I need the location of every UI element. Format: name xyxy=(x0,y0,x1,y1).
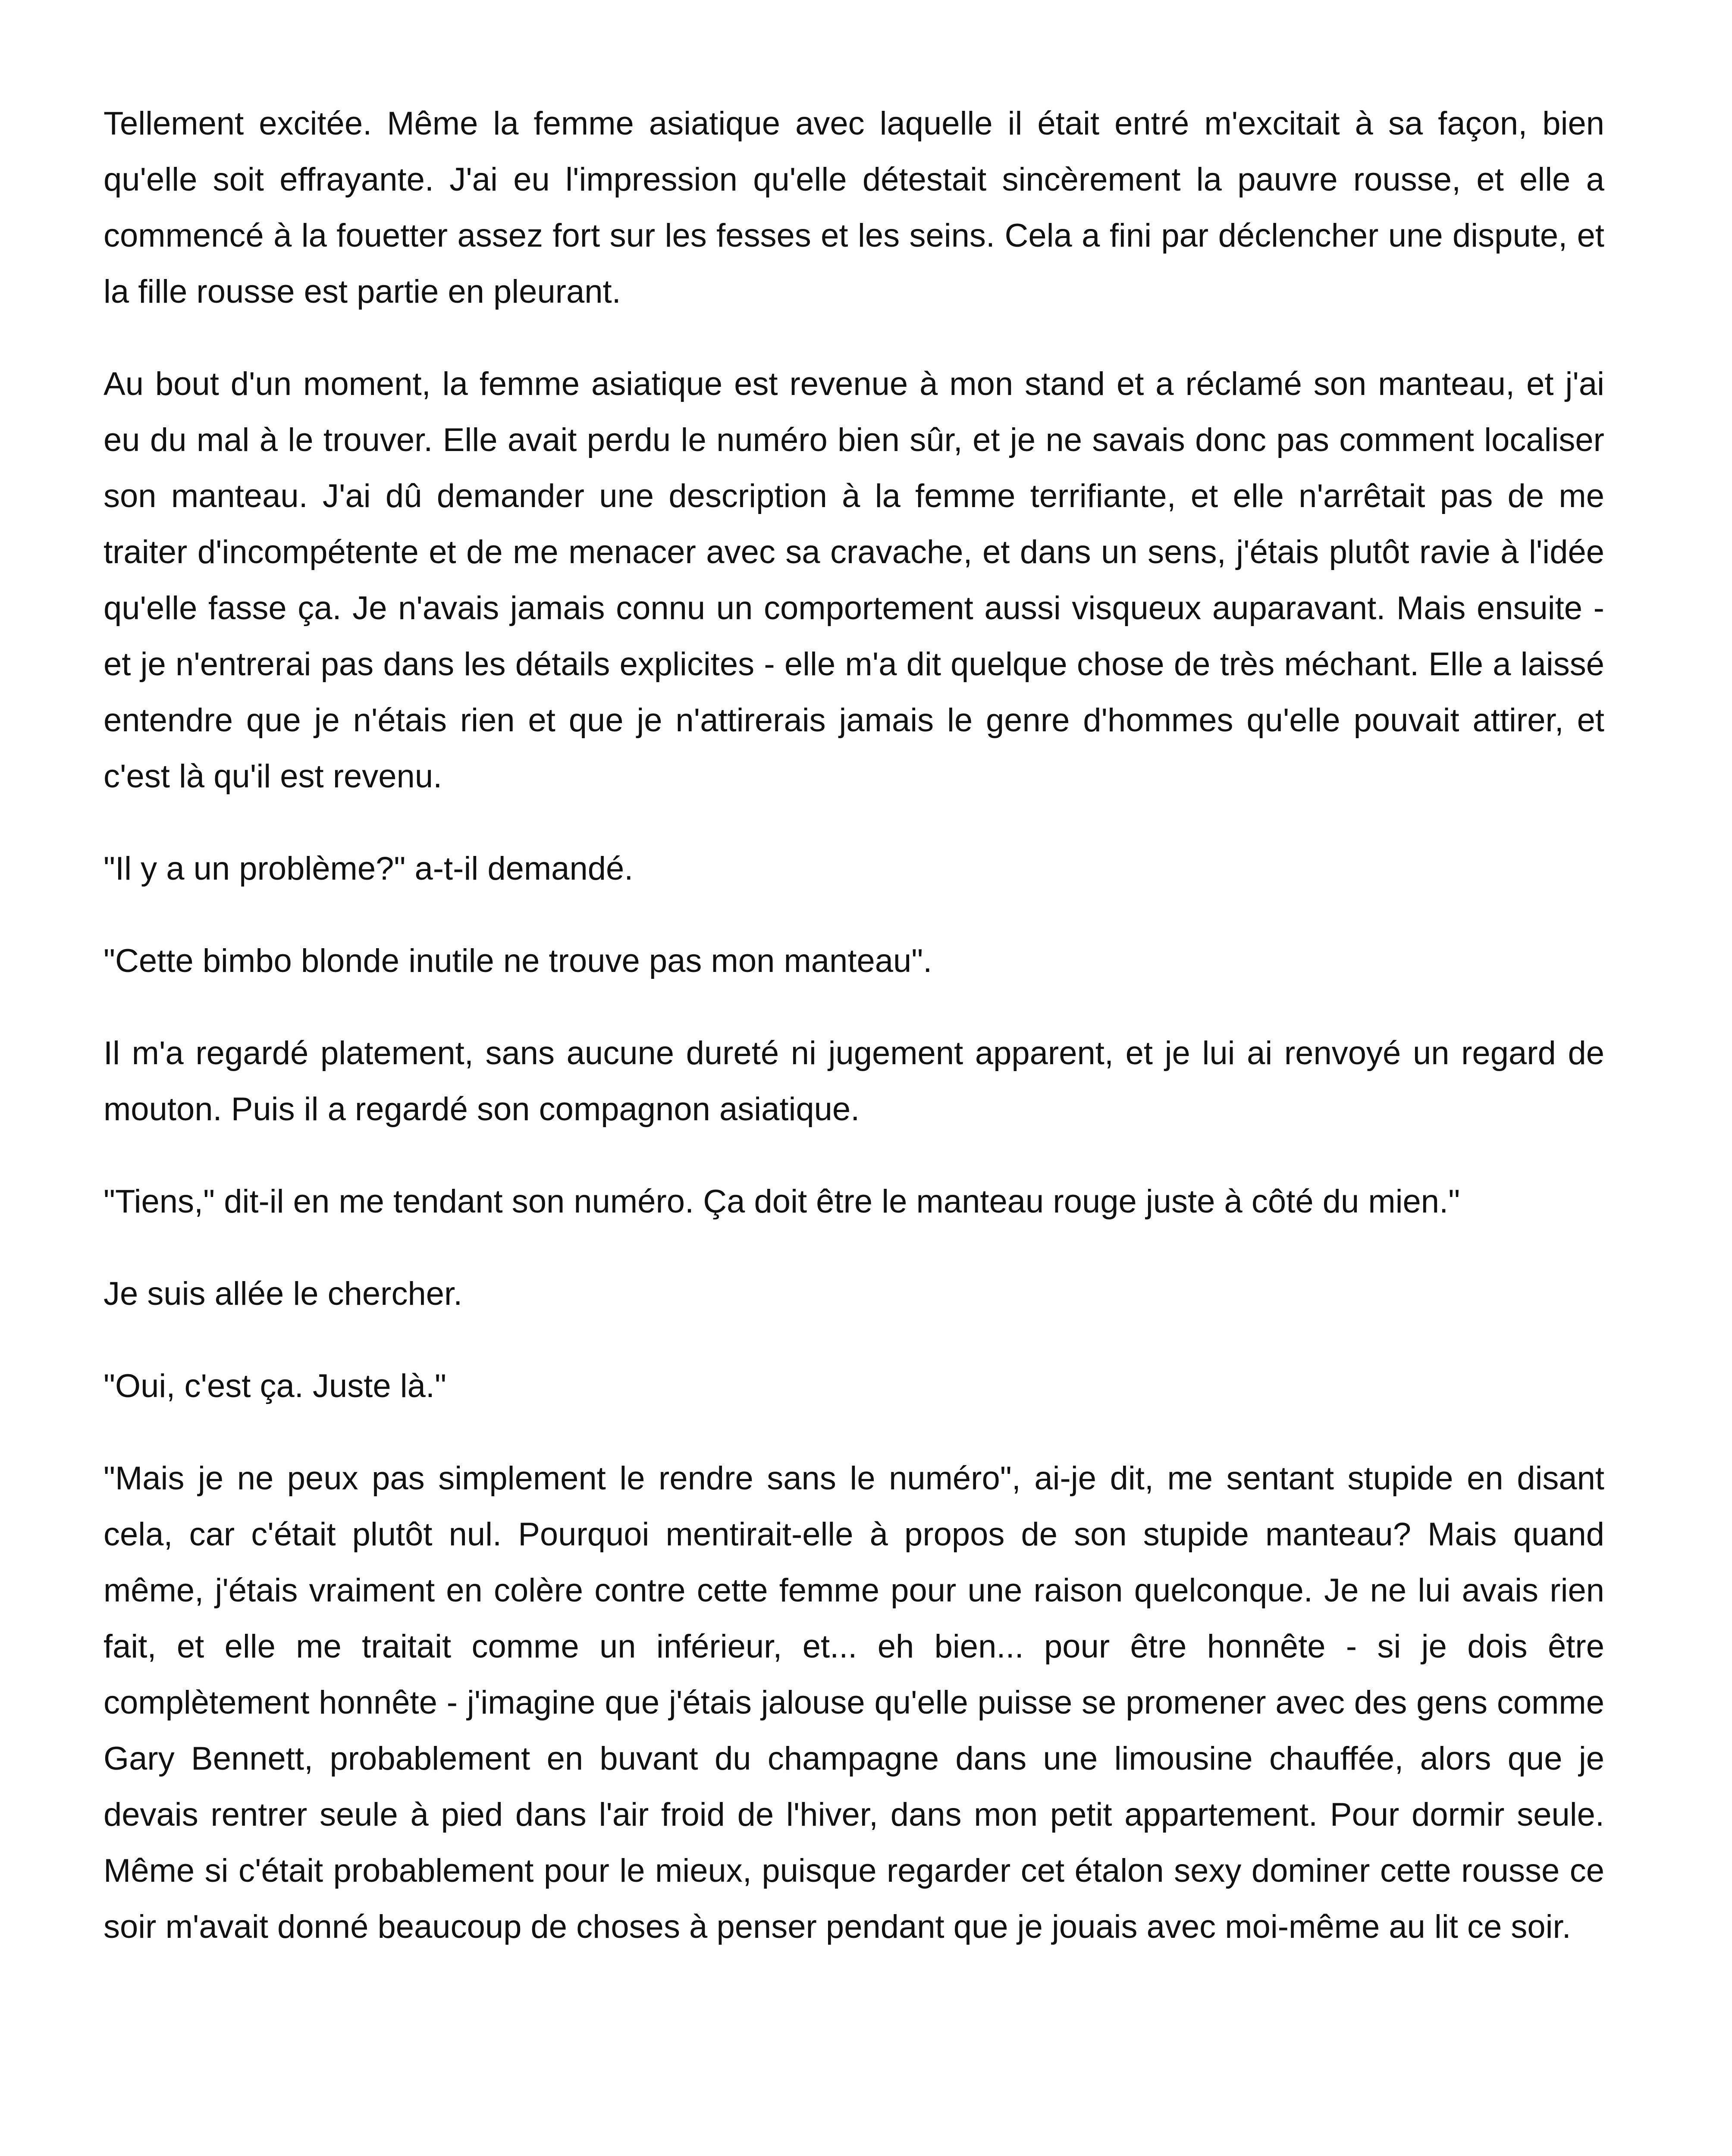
paragraph-3: "Il y a un problème?" a-t-il demandé. xyxy=(104,850,634,887)
paragraph-2: Au bout d'un moment, la femme asiatique est revenue à mon stand et a réclamé son manteau, et j'ai eu du mal à le trouver. Elle avait perdu le numéro bien sûr, et je ne savais donc pas comment localiser son manteau. J'ai dû demander une description à la femme terrifiante, et elle n'arrêtait pas de me traiter d'incompétente et de me menacer avec sa cravache, et dans un sens, j'étais plutôt ravie à l'idée qu'elle fasse ça. Je n'avais jamais connu un comportement aussi visqueux auparavant. Mais ensuite - et je n'entrerai pas dans les détails explicites - elle m'a dit quelque chose de très méchant. Elle a laissé entendre que je n'étais rien et que je n'attirerais jamais le genre d'hommes qu'elle pouvait attirer, et c'est là qu'il est revenu. xyxy=(104,366,1604,795)
paragraph-4: "Cette bimbo blonde inutile ne trouve pas mon manteau". xyxy=(104,943,932,979)
paragraph-9: "Mais je ne peux pas simplement le rendre sans le numéro", ai-je dit, me sentant stupide en disant cela, car c'était plutôt nul. Pourquoi mentirait-elle à propos de son stupide manteau? Mais quand même, j'étais vraiment en colère contre cette femme pour une raison quelconque. Je ne lui avais rien fait, et elle me traitait comme un inférieur, et... eh bien... pour être honnête - si je dois être complètement honnête - j'imagine que j'étais jalouse qu'elle puisse se promener avec des gens comme Gary Bennett, probablement en buvant du champagne dans une limousine chauffée, alors que je devais rentrer seule à pied dans l'air froid de l'hiver, dans mon petit appartement. Pour dormir seule. Même si c'était probablement pour le mieux, puisque regarder cet étalon sexy dominer cette rousse ce soir m'avait donné beaucoup de choses à penser pendant que je jouais avec moi-même au lit ce soir. xyxy=(104,1460,1604,1945)
body-text xyxy=(104,96,1604,1955)
paragraph-7: Je suis allée le chercher. xyxy=(104,1275,463,1312)
paragraph-8: "Oui, c'est ça. Juste là." xyxy=(104,1368,446,1404)
paragraph-6: "Tiens," dit-il en me tendant son numéro. Ça doit être le manteau rouge juste à côté du mien." xyxy=(104,1183,1460,1220)
paragraph-5: Il m'a regardé platement, sans aucune dureté ni jugement apparent, et je lui ai renvoyé un regard de mouton. Puis il a regardé son compagnon asiatique. xyxy=(104,1035,1604,1128)
paragraph-1: Tellement excitée. Même la femme asiatique avec laquelle il était entré m'excitait à sa façon, bien qu'elle soit effrayante. J'ai eu l'impression qu'elle détestait sincèrement la pauvre rousse, et elle a commencé à la fouetter assez fort sur les fesses et les seins. Cela a fini par déclencher une dispute, et la fille rousse est partie en pleurant. xyxy=(104,105,1604,310)
